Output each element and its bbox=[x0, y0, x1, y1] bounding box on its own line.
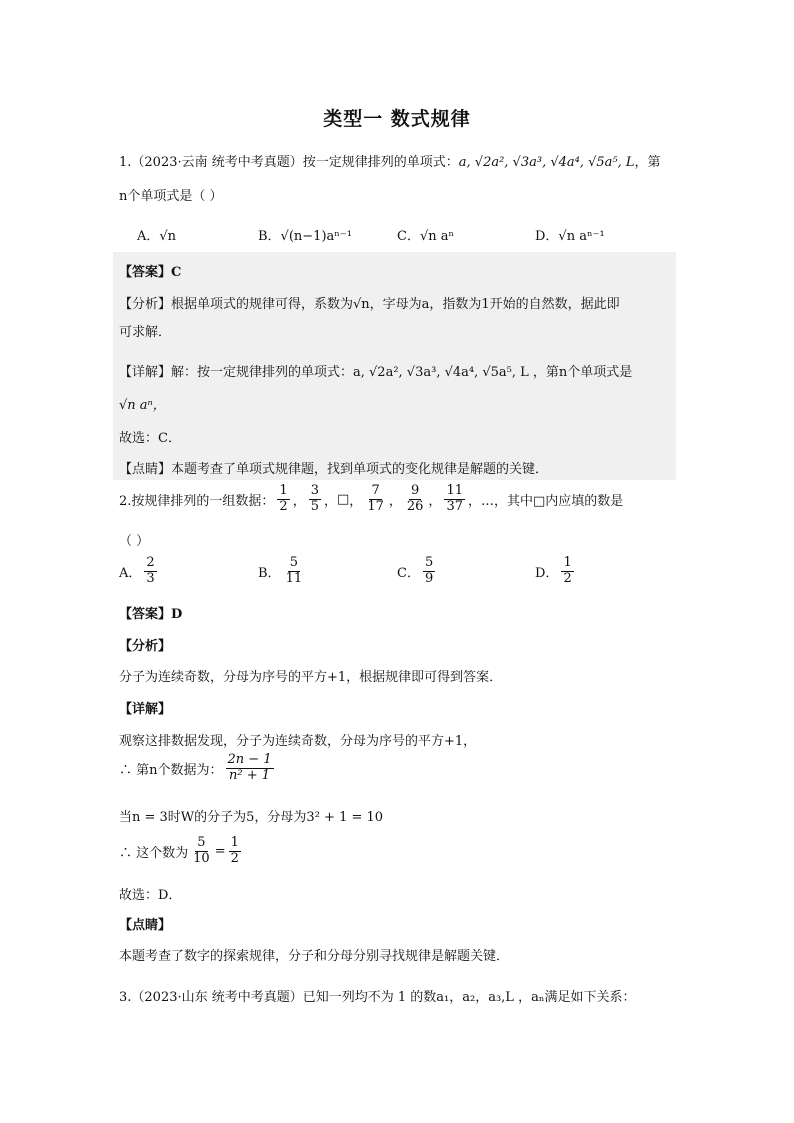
q1-answer: 【答案】C bbox=[119, 265, 182, 280]
q2-frac-6: $\frac{11}{37}$ bbox=[446, 483, 463, 514]
q2-comment: 本题考查了数字的探索规律，分子和分母分别寻找规律是解题关键． bbox=[119, 949, 510, 964]
q2-paren: （ ） bbox=[119, 534, 150, 549]
q1-choose: 故选：C． bbox=[119, 431, 181, 446]
q2-frac-4: $\frac{7}{17}$ bbox=[367, 483, 384, 514]
q2-answer: 【答案】D bbox=[119, 607, 183, 622]
q1-stem: 1.（2023·云南 统考中考真题）按一定规律排列的单项式： bbox=[119, 155, 459, 170]
q1-detail: 【详解】解：按一定规律排列的单项式：a, √2a², √3a³, √4a⁴, √5a⁵, L ，第n个单项式是 bbox=[119, 365, 633, 380]
page-title: 类型一 数式规律 bbox=[323, 108, 471, 130]
q2-choose: 故选：D． bbox=[119, 888, 182, 903]
q2-frac-2: $\frac{3}{5}$ bbox=[310, 483, 319, 514]
q1-option-b: B．√(n−1)aⁿ⁻¹ bbox=[258, 229, 352, 244]
q2-option-b: B． $\frac{5}{11}$ bbox=[258, 555, 303, 586]
q2-comment-heading: 【点睛】 bbox=[119, 918, 172, 933]
q2-stem-line: 2.按规律排列的一组数据： $\frac{1}{2}$ ， $\frac{3}{5}$ ， □ ， $\frac{7}{17}$ ， $\frac{9}{26}$ ， $\frac{11}{37}$ ，…，其中□内应填的数是 bbox=[119, 483, 624, 514]
q2-stem: 2.按规律排列的一组数据： bbox=[119, 493, 275, 509]
q2-analysis: 分子为连续奇数，分母为序号的平方+1，根据规律即可得到答案． bbox=[119, 670, 503, 685]
q2-stem-tail: ，…，其中□内应填的数是 bbox=[467, 493, 624, 509]
q2-blank-box: □ bbox=[337, 491, 350, 507]
q2-frac-5: $\frac{9}{26}$ bbox=[406, 483, 424, 514]
q1-analysis-cont: 可求解． bbox=[119, 325, 172, 340]
q1-option-a: A．√n bbox=[137, 229, 177, 244]
q2-detail-2: ∴ 第n个数据为： $\frac{2n - 1}{\text{n² + 1}}$ bbox=[119, 752, 272, 783]
q1-detail-cont: √n aⁿ， bbox=[119, 398, 166, 413]
q1-option-d: D．√n aⁿ⁻¹ bbox=[535, 229, 605, 244]
q1-analysis: 【分析】根据单项式的规律可得，系数为√n，字母为a，指数为1开始的自然数，据此即 bbox=[119, 297, 620, 312]
q1-option-c: C．√n aⁿ bbox=[397, 229, 455, 244]
q1-stem-line bbox=[119, 151, 661, 170]
q2-option-d: D． $\frac{1}{2}$ bbox=[535, 555, 572, 586]
q2-detail-3: 当n = 3时W的分子为5，分母为3² + 1 = 10 bbox=[119, 810, 384, 825]
q1-comment: 【点睛】本题考查了单项式规律题，找到单项式的变化规律是解题的关键． bbox=[119, 462, 549, 477]
q2-option-c: C． $\frac{5}{9}$ bbox=[397, 555, 434, 586]
q1-stem-line2: n个单项式是（ ） bbox=[119, 189, 223, 204]
q2-detail-heading: 【详解】 bbox=[119, 702, 172, 717]
q2-general-term: $\frac{2n - 1}{\text{n² + 1}}$ bbox=[227, 752, 272, 783]
q1-sequence: a, √2a², √3a³, √4a⁴, √5a⁵, L bbox=[458, 155, 635, 170]
q3-stem: 3.（2023·山东 统考中考真题）已知一列均不为 1 的数a₁，a₂，a₃,L ，aₙ满足如下关系： bbox=[119, 990, 636, 1005]
q2-frac-1: $\frac{1}{2}$ bbox=[279, 483, 288, 514]
q2-analysis-heading: 【分析】 bbox=[119, 639, 172, 654]
q1-stem-tail: ，第 bbox=[634, 155, 661, 170]
q2-detail-1: 观察这排数据发现，分子为连续奇数，分母为序号的平方+1， bbox=[119, 734, 477, 749]
q2-detail-4: ∴ 这个数为 $\frac{5}{10}$ = $\frac{1}{2}$ bbox=[119, 835, 239, 866]
q2-option-a: A． $\frac{2}{3}$ bbox=[119, 555, 155, 586]
